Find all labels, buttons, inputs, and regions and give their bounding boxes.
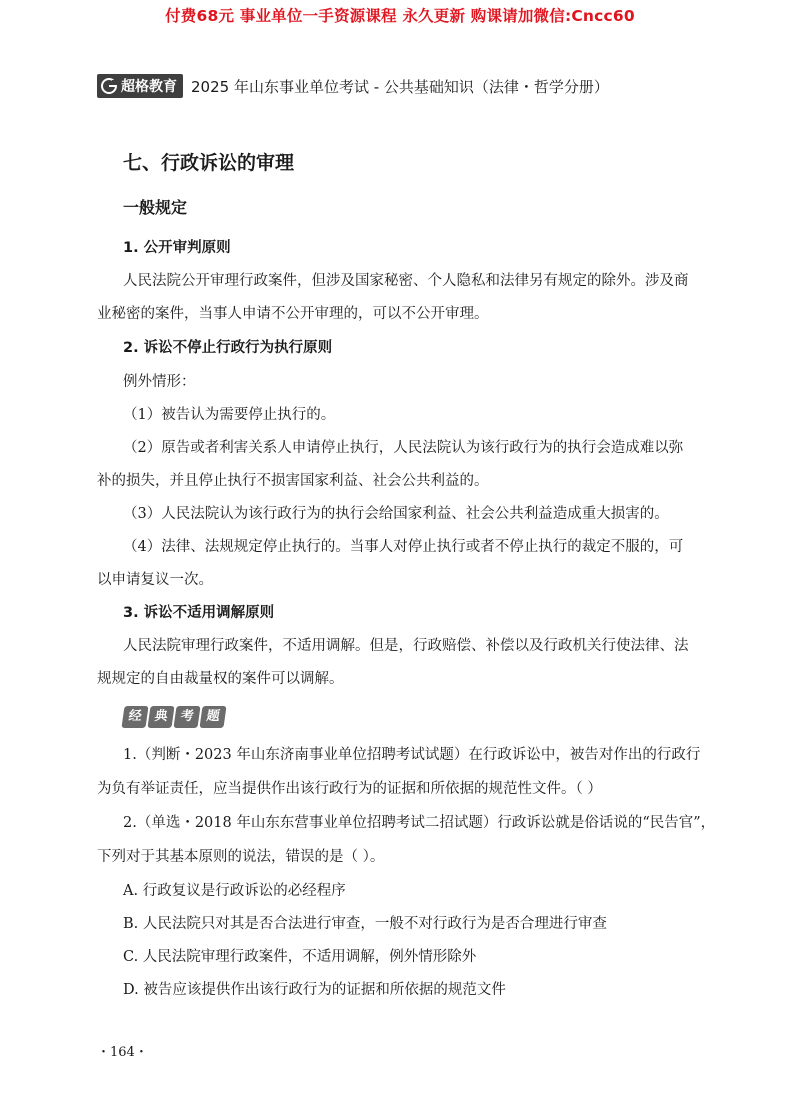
question-2-line: 下列对于其基本原则的说法，错误的是（ ）。 <box>97 849 385 865</box>
classic-questions-badge <box>123 706 225 728</box>
exception-item: 补的损失，并且停止执行不损害国家利益、社会公共利益的。 <box>97 473 489 489</box>
badge-char: 考 <box>173 706 200 728</box>
page-number: ・164・ <box>97 1045 148 1060</box>
page-header <box>97 73 609 99</box>
exception-item: （3）人民法院认为该行政行为的执行会给国家利益、社会公共利益造成重大损害的。 <box>123 506 669 522</box>
paragraph-line: 人民法院公开审理行政案件，但涉及国家秘密、个人隐私和法律另有规定的除外。涉及商 <box>123 273 689 289</box>
exception-item: （2）原告或者利害关系人申请停止执行，人民法院认为该行政行为的执行会造成难以弥 <box>123 440 684 456</box>
badge-char: 经 <box>121 706 148 728</box>
subsection-title: 一般规定 <box>123 198 188 217</box>
badge-char: 典 <box>147 706 174 728</box>
question-2-line: 2.（单选・2018 年山东东营事业单位招聘考试二招试题）行政诉讼就是俗话说的“民告官”， <box>123 815 716 831</box>
exceptions-label: 例外情形： <box>123 374 196 390</box>
paragraph-line: 业秘密的案件，当事人申请不公开审理的，可以不公开审理。 <box>97 306 489 322</box>
badge-char: 题 <box>199 706 226 728</box>
principle-heading-3: 3. 诉讼不适用调解原则 <box>123 605 275 621</box>
paragraph-line: 规规定的自由裁量权的案件可以调解。 <box>97 671 344 687</box>
principle-heading-2: 2. 诉讼不停止行政行为执行原则 <box>123 340 333 356</box>
paragraph-line: 人民法院审理行政案件，不适用调解。但是，行政赔偿、补偿以及行政机关行使法律、法 <box>123 638 689 654</box>
exception-item: （1）被告认为需要停止执行的。 <box>123 407 336 423</box>
option-c: C. 人民法院审理行政案件，不适用调解，例外情形除外 <box>123 949 477 965</box>
principle-heading-1: 1. 公开审判原则 <box>123 240 231 256</box>
option-a: A. 行政复议是行政诉讼的必经程序 <box>123 883 346 899</box>
option-d: D. 被告应该提供作出该行政行为的证据和所依据的规范文件 <box>123 982 506 998</box>
logo-g-icon <box>101 78 117 94</box>
section-title: 七、行政诉讼的审理 <box>123 152 295 174</box>
question-1-line: 1.（判断・2023 年山东济南事业单位招聘考试试题）在行政诉讼中，被告对作出的行政行 <box>123 747 701 763</box>
watermark-banner: 付费68元 事业单位一手资源课程 永久更新 购课请加微信:Cncc60 <box>165 7 635 25</box>
exception-item: 以申请复议一次。 <box>97 572 213 588</box>
option-b: B. 人民法院只对其是否合法进行审查，一般不对行政行为是否合理进行审查 <box>123 916 607 932</box>
exception-item: （4）法律、法规规定停止执行的。当事人对停止执行或者不停止执行的裁定不服的，可 <box>123 539 684 555</box>
logo-text: 超格教育 <box>121 79 177 95</box>
question-1-line: 为负有举证责任，应当提供作出该行政行为的证据和所依据的规范性文件。（ ） <box>97 781 602 797</box>
publisher-logo <box>97 74 183 98</box>
header-title: 2025 年山东事业单位考试 - 公共基础知识（法律・哲学分册） <box>191 77 609 96</box>
